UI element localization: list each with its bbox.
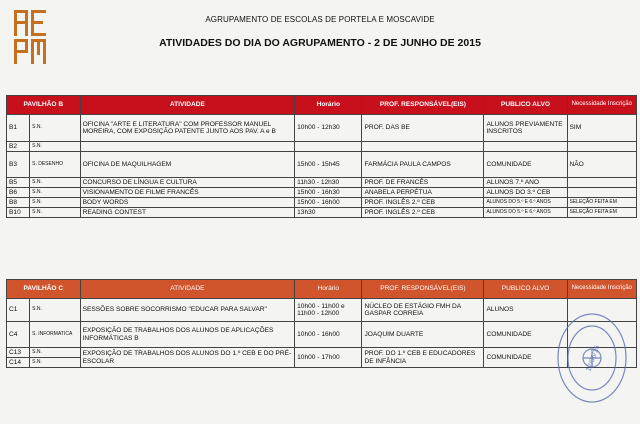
schedule-cell: 10h00 - 12h30 <box>295 115 362 142</box>
header-responsible: PROF. RESPONSÁVEL(EIS) <box>362 280 484 299</box>
school-stamp <box>555 310 629 406</box>
audience-cell: COMUNIDADE <box>484 152 567 178</box>
schedule-cell: 15h00 - 15h45 <box>295 152 362 178</box>
audience-cell: ALUNOS PREVIAMENTE INSCRITOS <box>484 115 567 142</box>
room-cell: B8 <box>7 198 30 208</box>
room-cell: B1 <box>7 115 30 142</box>
space-cell: S.N. <box>30 348 80 358</box>
registration-cell: SIM <box>567 115 636 142</box>
table-row <box>7 198 637 208</box>
activity-cell: SESSÕES SOBRE SOCORRISMO "EDUCAR PARA SALVAR" <box>80 299 295 322</box>
header-schedule: Horário <box>295 280 362 299</box>
audience-cell: COMUNIDADE <box>484 322 567 348</box>
schedule-cell <box>295 299 362 322</box>
pavilion-b-table <box>6 95 637 218</box>
schedule-cell <box>295 142 362 152</box>
schedule-line: 11h00 - 12h00 <box>297 310 340 317</box>
table-header-row <box>7 96 637 115</box>
audience-cell: ALUNOS DO 5.º E 6.º ANOS <box>484 208 567 218</box>
space-cell: S.N. <box>30 299 80 322</box>
schedule-cell: 15h00 - 16h00 <box>295 198 362 208</box>
schedule-cell: 10h00 - 17h00 <box>295 348 362 368</box>
room-cell: B10 <box>7 208 30 218</box>
space-cell: S.N. <box>30 142 80 152</box>
schedule-line: 10h00 - 11h00 e <box>297 302 345 310</box>
audience-cell: ALUNOS DO 3.º CEB <box>484 188 567 198</box>
header-responsible: PROF. RESPONSÁVEL(EIS) <box>362 96 484 115</box>
page-title: ATIVIDADES DO DIA DO AGRUPAMENTO - 2 DE JUNHO DE 2015 <box>159 37 481 49</box>
table-row <box>7 322 637 348</box>
table-header-row <box>7 280 637 299</box>
registration-cell: SELEÇÃO FEITA EM <box>567 198 636 208</box>
room-cell: B3 <box>7 152 30 178</box>
responsible-cell: PROF. INGLÊS 2.º CEB <box>362 198 484 208</box>
room-cell: C13 <box>7 348 30 358</box>
responsible-cell: ANABELA PERPÉTUA <box>362 188 484 198</box>
activity-cell: READING CONTEST <box>80 208 295 218</box>
header-audience: PUBLICO ALVO <box>484 280 567 299</box>
space-cell: S. INFORMATICA <box>30 322 80 348</box>
activity-cell: EXPOSIÇÃO DE TRABALHOS DOS ALUNOS DE APLICAÇÕES INFORMÁTICAS B <box>80 322 295 348</box>
activity-cell: CONCURSO DE LÍNGUA E CULTURA <box>80 178 295 188</box>
schedule-cell: 15h00 - 16h30 <box>295 188 362 198</box>
audience-cell: COMUNIDADE <box>484 348 567 368</box>
header-registration: Necessidade Inscrição <box>567 96 636 115</box>
table-row <box>7 178 637 188</box>
registration-cell: SELEÇÃO FEITA EM <box>567 208 636 218</box>
space-cell: S.N. <box>30 358 80 368</box>
room-cell: B5 <box>7 178 30 188</box>
responsible-cell: PROF. DO 1.º CEB E EDUCADORES DE INFÂNCIA <box>362 348 484 368</box>
pavilion-c-table <box>6 279 637 368</box>
audience-cell: ALUNOS DO 5.º E 6.º ANOS <box>484 198 567 208</box>
responsible-cell: PROF. INGLÊS 2.º CEB <box>362 208 484 218</box>
activity-cell: OFICINA "ARTE E LITERATURA" COM PROFESSOR MANUEL MOREIRA, COM EXPOSIÇÃO PATENTE JUNTO AOS PAV. A e B <box>80 115 295 142</box>
room-cell: C4 <box>7 322 30 348</box>
responsible-cell: NÚCLEO DE ESTÁGIO FMH DA GASPAR CORREIA <box>362 299 484 322</box>
space-cell: S.N. <box>30 198 80 208</box>
header-registration: Necessidade Inscrição <box>567 280 636 299</box>
registration-cell <box>567 178 636 188</box>
stamp-date: 12/06/15 <box>585 344 602 373</box>
activity-cell: BODY WORDS <box>80 198 295 208</box>
schedule-cell: 13h30 <box>295 208 362 218</box>
space-cell: S.N. <box>30 188 80 198</box>
responsible-cell <box>362 142 484 152</box>
header-pavilion: PAVILHÃO C <box>7 280 81 299</box>
activity-cell: VISIONAMENTO DE FILME FRANCÊS <box>80 188 295 198</box>
room-cell: B6 <box>7 188 30 198</box>
space-cell: S.N. <box>30 178 80 188</box>
responsible-cell: PROF. DAS BE <box>362 115 484 142</box>
responsible-cell: FARMÁCIA PAULA CAMPOS <box>362 152 484 178</box>
header-pavilion: PAVILHÃO B <box>7 96 81 115</box>
organization-name: AGRUPAMENTO DE ESCOLAS DE PORTELA E MOSCAVIDE <box>205 15 435 24</box>
header-schedule: Horário <box>295 96 362 115</box>
table-row <box>7 115 637 142</box>
audience-cell: ALUNOS 7.º ANO <box>484 178 567 188</box>
room-cell: C1 <box>7 299 30 322</box>
room-cell: B2 <box>7 142 30 152</box>
table-row <box>7 348 637 358</box>
activity-cell: OFICINA DE MAQUILHAGEM <box>80 152 295 178</box>
table-row <box>7 188 637 198</box>
responsible-cell: JOAQUIM DUARTE <box>362 322 484 348</box>
header-activity: ATIVIDADE <box>80 280 295 299</box>
table-row <box>7 142 637 152</box>
table-row <box>7 152 637 178</box>
room-cell: C14 <box>7 358 30 368</box>
schedule-cell: 10h00 - 16h00 <box>295 322 362 348</box>
audience-cell: ALUNOS <box>484 299 567 322</box>
space-cell: S.N. <box>30 208 80 218</box>
table-row <box>7 208 637 218</box>
registration-cell: NÃO <box>567 152 636 178</box>
space-cell: S.N. <box>30 115 80 142</box>
responsible-cell: PROF. DE FRANCÊS <box>362 178 484 188</box>
activity-cell: EXPOSIÇÃO DE TRABALHOS DOS ALUNOS DO 1.º CEB E DO PRÉ-ESCOLAR <box>80 348 295 368</box>
audience-cell <box>484 142 567 152</box>
space-cell: S. DESENHO <box>30 152 80 178</box>
header-audience: PUBLICO ALVO <box>484 96 567 115</box>
schedule-cell: 11h30 - 12h30 <box>295 178 362 188</box>
registration-cell <box>567 142 636 152</box>
header-activity: ATIVIDADE <box>80 96 295 115</box>
table-row <box>7 299 637 322</box>
activity-cell <box>80 142 295 152</box>
registration-cell <box>567 188 636 198</box>
